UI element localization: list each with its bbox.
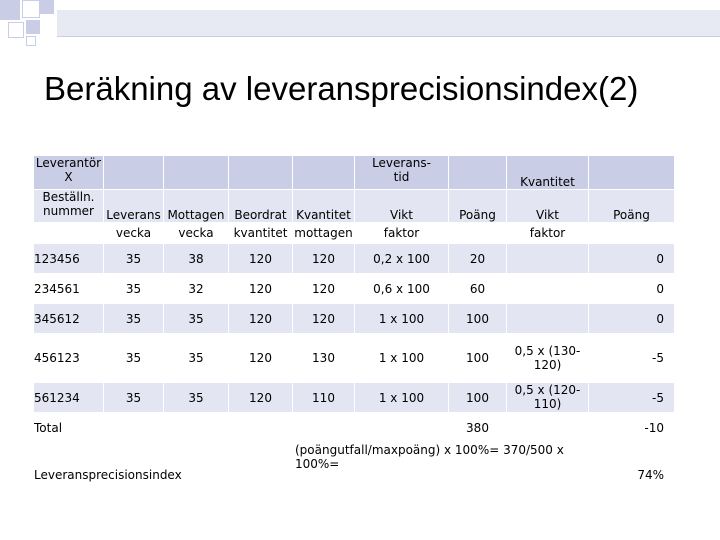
factor-header: faktor xyxy=(355,223,449,244)
weight2-cell: 0,5 x (130- 120) xyxy=(507,334,589,383)
week1-header: vecka xyxy=(104,223,164,244)
order-number-header: Beställn. nummer xyxy=(34,190,104,223)
qty-ordered-header: kvantitet xyxy=(229,223,293,244)
total-row xyxy=(34,413,675,443)
total-label: Total xyxy=(34,413,104,443)
table-row: 456123 35 35 120 130 1 x 100 100 0,5 x (130- 120) -5 xyxy=(34,334,675,383)
header-row-1 xyxy=(34,156,675,190)
total-points: 380 xyxy=(449,413,507,443)
delivery-time-header: Leverans- tid xyxy=(355,156,449,190)
points2-header: Poäng xyxy=(589,190,675,223)
table-row: 123456 35 38 120 120 0,2 x 100 20 0 xyxy=(34,244,675,274)
quantity-header: Kvantitet xyxy=(293,190,355,223)
quantity-group-header: Kvantitet xyxy=(507,156,589,190)
index-value: 74% xyxy=(589,443,675,483)
ordered-header: Beordrat xyxy=(229,190,293,223)
table-row: 561234 35 35 120 110 1 x 100 100 0,5 x (120- 110) -5 xyxy=(34,383,675,413)
header-band xyxy=(57,10,720,36)
delivery-header: Leverans xyxy=(104,190,164,223)
total-points2: -10 xyxy=(589,413,675,443)
points-header: Poäng xyxy=(449,190,507,223)
header-row-3 xyxy=(34,223,675,244)
delivery-precision-table xyxy=(33,155,675,483)
index-row xyxy=(34,443,675,483)
weight-header: Vikt xyxy=(355,190,449,223)
received-header: Mottagen xyxy=(164,190,229,223)
table-row: 234561 35 32 120 120 0,6 x 100 60 0 xyxy=(34,274,675,304)
table-row: 345612 35 35 120 120 1 x 100 100 0 xyxy=(34,304,675,334)
weight2-header: Vikt xyxy=(507,190,589,223)
index-label: Leveransprecisionsindex xyxy=(34,443,229,483)
header-row-2 xyxy=(34,190,675,223)
received-sub-header: mottagen xyxy=(293,223,355,244)
header-band-line xyxy=(57,36,720,37)
week2-header: vecka xyxy=(164,223,229,244)
weight2-cell: 0,5 x (120- 110) xyxy=(507,383,589,413)
supplier-header: Leverantör X xyxy=(34,156,104,190)
slide-title: Beräkning av leveransprecisionsindex(2) xyxy=(44,70,639,107)
index-formula: (poängutfall/maxpoäng) x 100%= 370/500 x 100%= xyxy=(293,443,589,483)
factor2-header: faktor xyxy=(507,223,589,244)
